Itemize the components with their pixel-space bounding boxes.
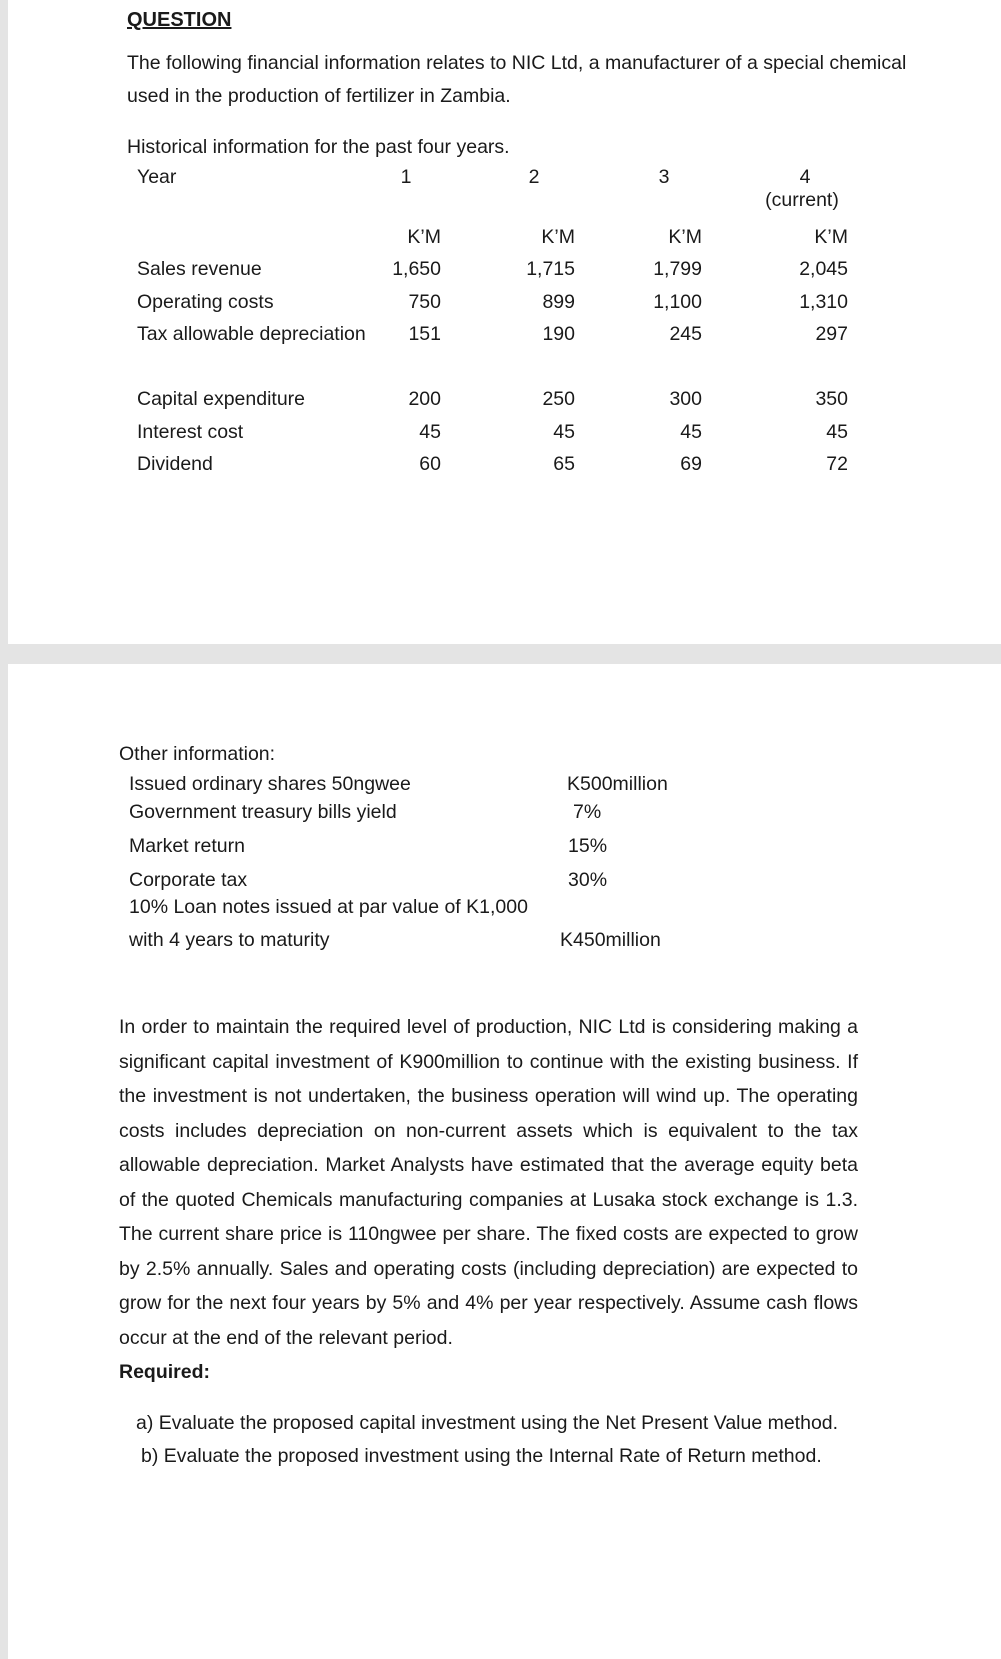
row-label-tax-allowable-depreciation: Tax allowable depreciation xyxy=(137,323,366,345)
table-cell: 65 xyxy=(553,453,575,475)
other-info-value: 30% xyxy=(568,869,608,891)
table-cell: 1,650 xyxy=(392,258,441,280)
table-cell: 45 xyxy=(553,421,575,443)
table-cell: 350 xyxy=(815,388,848,410)
year-4-header: 4 xyxy=(799,166,811,188)
other-info-label: Government treasury bills yield xyxy=(129,801,397,823)
table-cell: 899 xyxy=(542,291,575,313)
table-cell: 2,045 xyxy=(799,258,848,280)
year-3-header: 3 xyxy=(658,166,670,188)
table-cell: 1,799 xyxy=(653,258,702,280)
other-info-label: Issued ordinary shares 50ngwee xyxy=(129,773,411,795)
intro-line-1: The following financial information relates to NIC Ltd, a manufacturer of a special chemical xyxy=(127,52,907,74)
question-heading: QUESTION xyxy=(127,9,232,31)
other-info-label: Corporate tax xyxy=(129,869,248,891)
table-cell: 72 xyxy=(826,453,848,475)
year-1-header: 1 xyxy=(400,166,412,188)
table-cell: 1,715 xyxy=(526,258,575,280)
year-2-header: 2 xyxy=(528,166,540,188)
table-cell: 45 xyxy=(419,421,441,443)
unit-col-4: K’M xyxy=(814,226,848,248)
table-cell: 245 xyxy=(669,323,702,345)
other-info-value: 15% xyxy=(568,835,608,857)
other-info-value: K500million xyxy=(567,773,668,795)
intro-line-2: used in the production of fertilizer in Zambia. xyxy=(127,85,511,107)
table-cell: 250 xyxy=(542,388,575,410)
unit-col-2: K’M xyxy=(541,226,575,248)
other-info-label: with 4 years to maturity xyxy=(129,929,330,951)
document-page-1 xyxy=(8,0,1001,644)
row-label-dividend: Dividend xyxy=(137,453,213,475)
table-cell: 200 xyxy=(408,388,441,410)
current-note: (current) xyxy=(765,189,839,211)
document-page-2 xyxy=(8,664,1001,1659)
unit-col-1: K’M xyxy=(407,226,441,248)
required-item-a: a) Evaluate the proposed capital investment using the Net Present Value method. xyxy=(136,1412,839,1434)
table-cell: 151 xyxy=(408,323,441,345)
row-label-capital-expenditure: Capital expenditure xyxy=(137,388,306,410)
other-info-label: 10% Loan notes issued at par value of K1,000 xyxy=(129,896,528,918)
table-cell: 69 xyxy=(680,453,702,475)
other-info-value: 7% xyxy=(573,801,602,823)
body-paragraph: In order to maintain the required level of production, NIC Ltd is considering making a significant capital investment of K900million to continue with the existing business. If the investment is not undertaken, the business operation will wind up. The operating costs includes depreciation on non-current assets which is equivalent to the tax allowable depreciation. Market Analysts have estimated that the average equity beta of the quoted Chemicals manufacturing companies at Lusaka stock exchange is 1.3. The current share price is 110ngwee per share. The fixed costs are expected to grow by 2.5% annually. Sales and operating costs (including depreciation) are expected to grow for the next four years by 5% and 4% per year respectively. Assume cash flows occur at the end of the relevant period. xyxy=(119,1016,858,1349)
row-label-operating-costs: Operating costs xyxy=(137,291,274,313)
table-cell: 300 xyxy=(669,388,702,410)
table-cell: 45 xyxy=(680,421,702,443)
required-item-b: b) Evaluate the proposed investment using the Internal Rate of Return method. xyxy=(141,1445,822,1467)
year-label: Year xyxy=(137,166,177,188)
required-heading: Required: xyxy=(119,1361,211,1383)
other-info-caption: Other information: xyxy=(119,743,276,765)
table-cell: 60 xyxy=(419,453,441,475)
table-cell: 297 xyxy=(815,323,848,345)
table-cell: 1,100 xyxy=(653,291,702,313)
other-info-value: K450million xyxy=(560,929,661,951)
table-cell: 190 xyxy=(542,323,575,345)
table-cell: 750 xyxy=(408,291,441,313)
row-label-sales-revenue: Sales revenue xyxy=(137,258,262,280)
table-cell: 45 xyxy=(826,421,848,443)
historical-caption: Historical information for the past four years. xyxy=(127,136,510,158)
table-cell: 1,310 xyxy=(799,291,848,313)
unit-col-3: K’M xyxy=(668,226,702,248)
other-info-label: Market return xyxy=(129,835,245,857)
row-label-interest-cost: Interest cost xyxy=(137,421,244,443)
